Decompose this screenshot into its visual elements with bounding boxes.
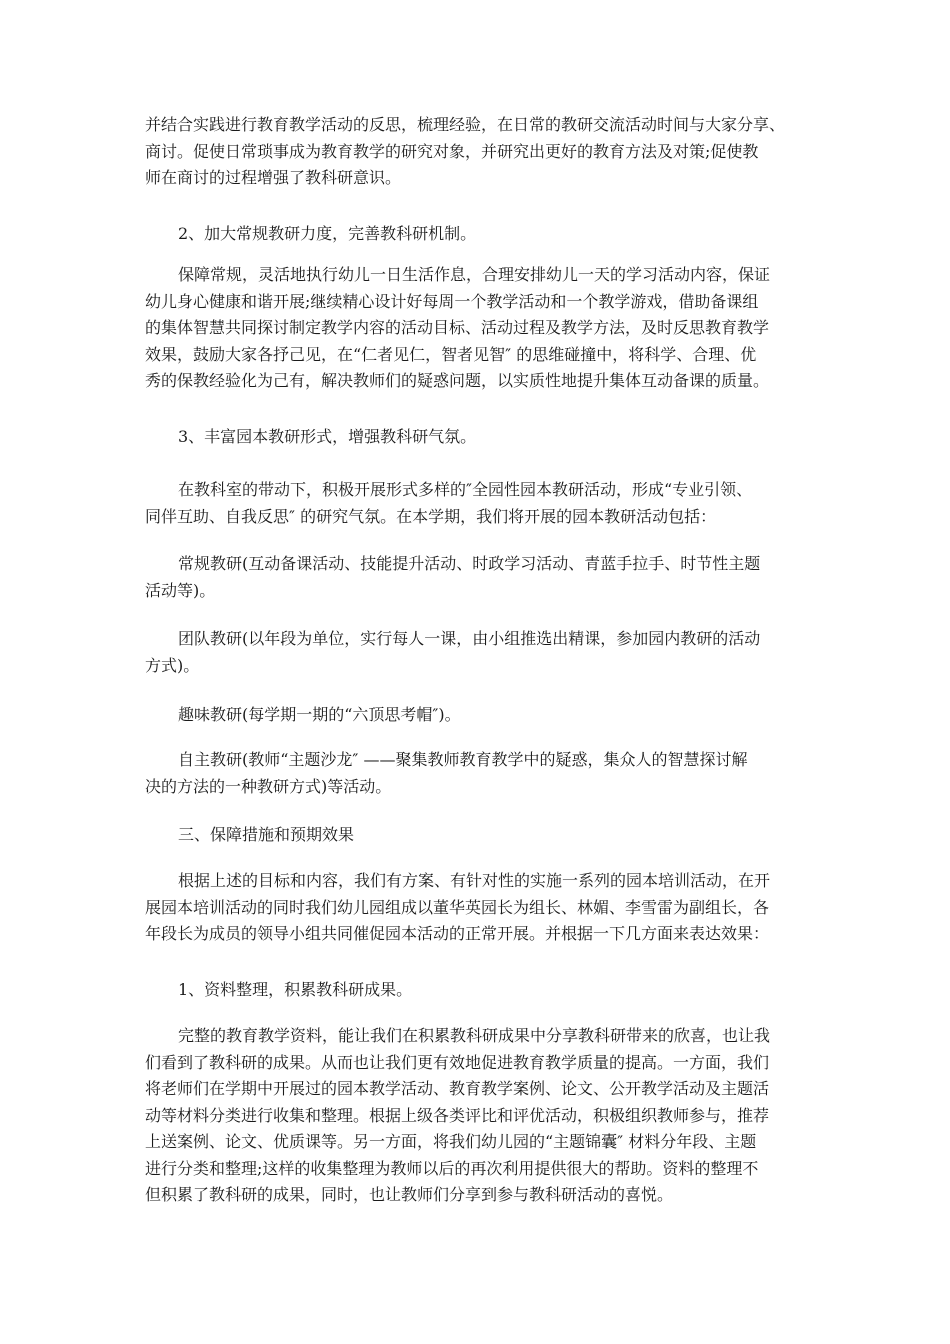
- text-line: 并结合实践进行教育教学活动的反思，梳理经验，在日常的教研交流活动时间与大家分享、: [145, 115, 786, 134]
- text-line: 决的方法的一种教研方式)等活动。: [145, 776, 392, 796]
- paragraph-reflection-continued: [145, 112, 825, 192]
- text-line: 团队教研(以年段为单位，实行每人一课，由小组推选出精课，参加园内教研的活动: [178, 629, 761, 648]
- section-heading-2: [145, 221, 825, 248]
- paragraph-routine-research: [145, 551, 825, 604]
- text-line: 年段长为成员的领导小组共同催促园本活动的正常开展。并根据一下几方面来表达效果：: [145, 924, 770, 943]
- text-line: 的集体智慧共同探讨制定教学内容的活动目标、活动过程及教学方法，及时反思教育教学: [145, 318, 770, 337]
- text-line: 2、加大常规教研力度，完善教科研机制。: [178, 224, 477, 243]
- text-line: 根据上述的目标和内容，我们有方案、有针对性的实施一系列的园本培训活动，在开: [178, 871, 771, 890]
- section-heading-3: [145, 424, 825, 451]
- text-line: 保障常规，灵活地执行幼儿一日生活作息，合理安排幼儿一天的学习活动内容，保证: [178, 265, 771, 284]
- paragraph-team-research: [145, 626, 825, 679]
- paragraph-research-forms: [145, 477, 825, 530]
- section-heading-three: [145, 822, 825, 849]
- text-line: 自主教研(教师“主题沙龙″ ——聚集教师教育教学中的疑惑，集众人的智慧探讨解: [178, 750, 748, 769]
- section-heading-1: [145, 977, 825, 1004]
- paragraph-material-organization: [145, 1023, 825, 1209]
- text-line: 1、资料整理，积累教科研成果。: [178, 980, 413, 999]
- text-line: 商讨。促使日常琐事成为教育教学的研究对象，并研究出更好的教育方法及对策;促使教: [145, 141, 759, 161]
- paragraph-self-research: [145, 747, 825, 800]
- text-line: 动等材料分类进行收集和整理。根据上级各类评比和评优活动，积极组织教师参与，推荐: [145, 1105, 770, 1125]
- text-line: 但积累了教科研的成果，同时，也让教师们分享到参与教科研活动的喜悦。: [145, 1185, 674, 1204]
- paragraph-measures: [145, 868, 825, 948]
- text-line: 常规教研(互动备课活动、技能提升活动、时政学习活动、青蓝手拉手、时节性主题: [178, 554, 761, 573]
- text-line: 活动等)。: [145, 580, 216, 600]
- text-line: 展园本培训活动的同时我们幼儿园组成以董华英园长为组长、林媚、李雪雷为副组长，各: [145, 897, 770, 917]
- text-line: 将老师们在学期中开展过的园本教学活动、教育教学案例、论文、公开教学活动及主题活: [145, 1079, 770, 1098]
- text-line: 在教科室的带动下，积极开展形式多样的″全园性园本教研活动，形成“专业引领、: [178, 480, 753, 499]
- text-line: 方式)。: [145, 655, 200, 675]
- paragraph-fun-research: [145, 702, 825, 729]
- text-line: 效果，鼓励大家各抒己见，在“仁者见仁，智者见智″ 的思维碰撞中，将科学、合理、优: [145, 344, 757, 364]
- text-line: 完整的教育教学资料，能让我们在积累教科研成果中分享教科研带来的欣喜，也让我: [178, 1026, 771, 1045]
- text-line: 趣味教研(每学期一期的“六顶思考帽″)。: [178, 705, 461, 724]
- text-line: 师在商讨的过程增强了教科研意识。: [145, 168, 402, 187]
- text-line: 进行分类和整理;这样的收集整理为教师以后的再次利用提供很大的帮助。资料的整理不: [145, 1158, 759, 1178]
- paragraph-routine-assurance: [145, 262, 825, 395]
- text-line: 们看到了教科研的成果。从而也让我们更有效地促进教育教学质量的提高。一方面，我们: [145, 1052, 770, 1072]
- text-line: 幼儿身心健康和谐开展;继续精心设计好每周一个教学活动和一个教学游戏，借助备课组: [145, 291, 759, 311]
- text-line: 上送案例、论文、优质课等。另一方面，将我们幼儿园的“主题锦囊″ 材料分年段、主题: [145, 1132, 757, 1151]
- text-line: 秀的保教经验化为己有，解决教师们的疑惑问题，以实质性地提升集体互动备课的质量。: [145, 371, 770, 390]
- text-line: 3、丰富园本教研形式，增强教科研气氛。: [178, 427, 477, 446]
- text-line: 同伴互助、自我反思″ 的研究气氛。在本学期，我们将开展的园本教研活动包括：: [145, 506, 717, 526]
- text-line: 三、保障措施和预期效果: [178, 825, 355, 844]
